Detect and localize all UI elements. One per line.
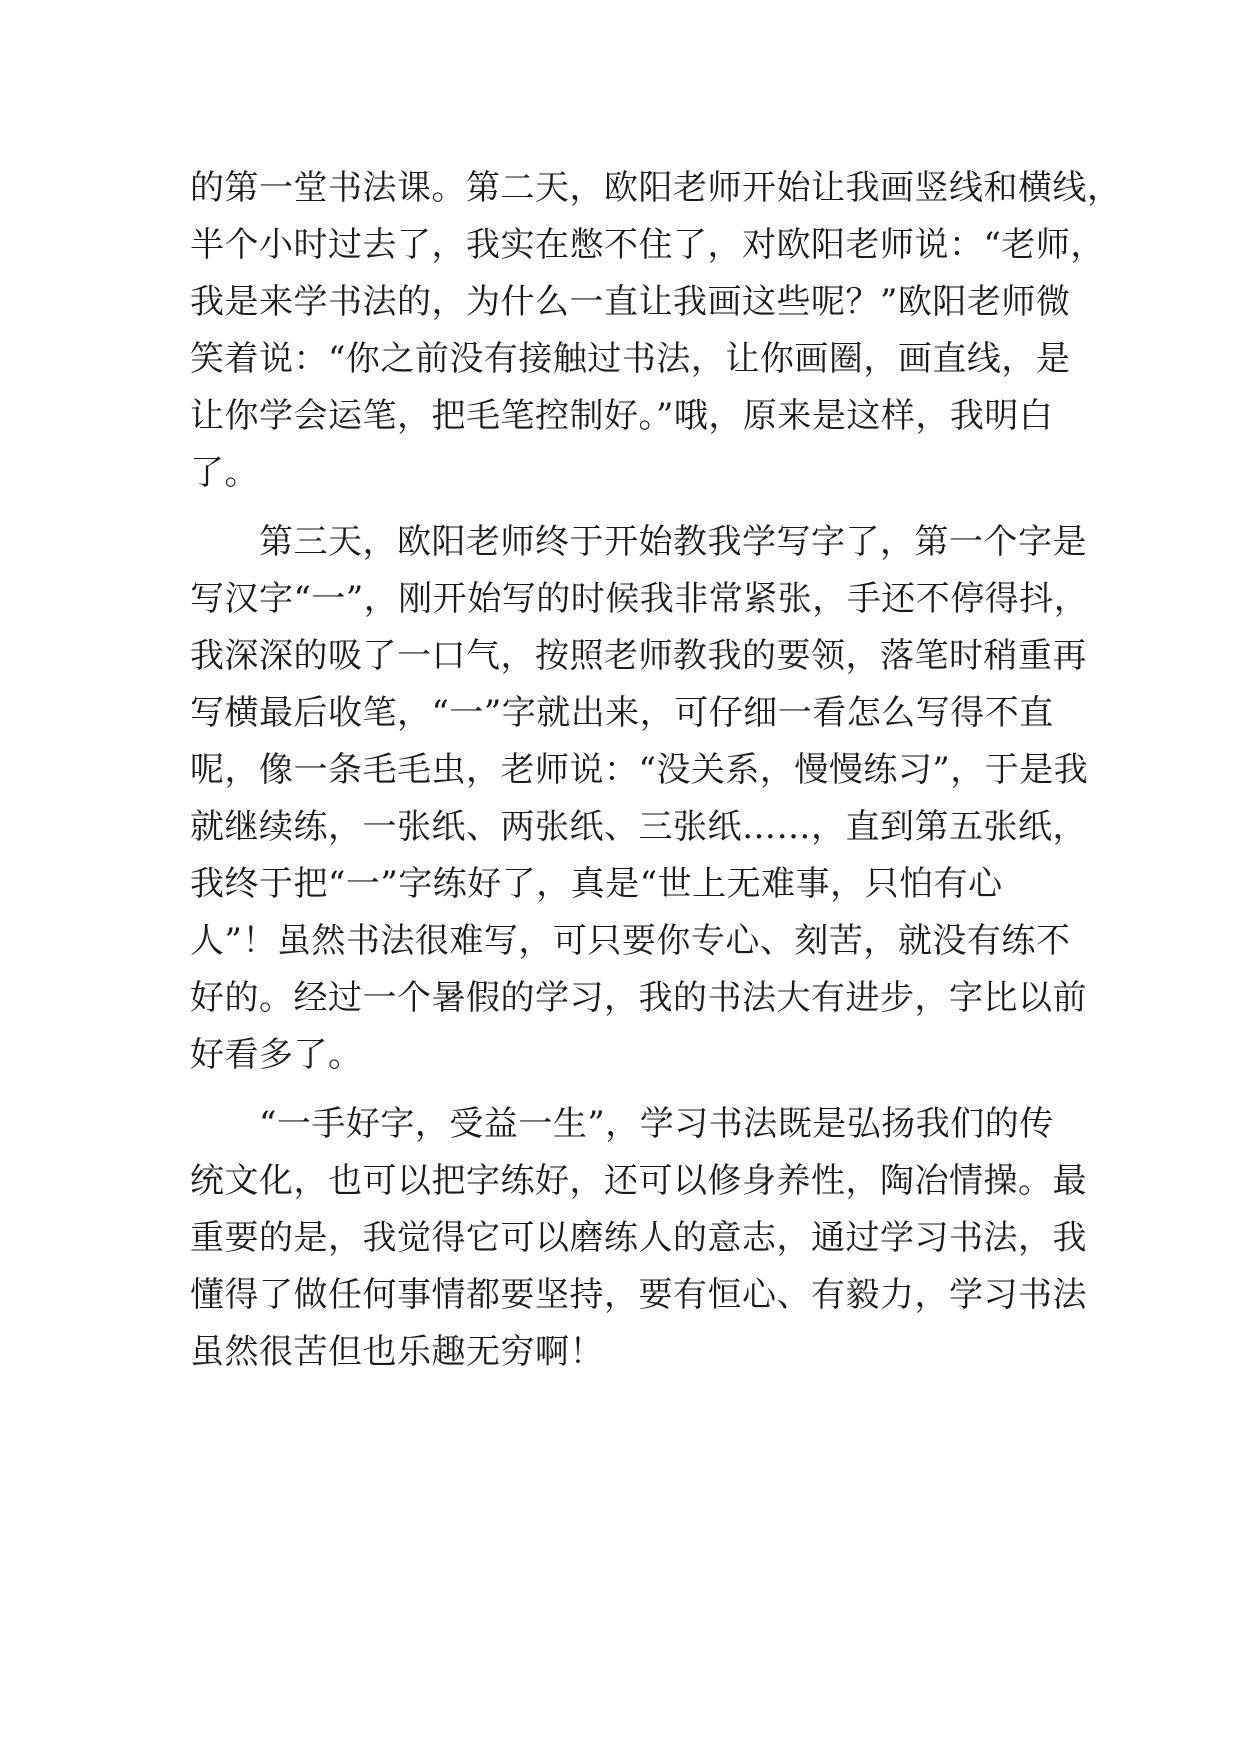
- text-line: 呢，像一条毛毛虫，老师说：“没关系，慢慢练习”，于是我: [190, 750, 1089, 790]
- text-line: 写横最后收笔，“一”字就出来，可仔细一看怎么写得不直: [190, 693, 1054, 733]
- paragraph-1: [190, 160, 1122, 502]
- text-line: 第三天，欧阳老师终于开始教我学写字了，第一个字是: [190, 522, 1087, 562]
- text-line: 好看多了。: [190, 1035, 363, 1075]
- text-line: 重要的是，我觉得它可以磨练人的意志，通过学习书法，我: [190, 1218, 1087, 1258]
- text-line: 我终于把“一”字练好了，真是“世上无难事，只怕有心: [190, 864, 1003, 904]
- text-line: 的第一堂书法课。第二天，欧阳老师开始让我画竖线和横线，: [190, 168, 1122, 208]
- text-line: 就继续练，一张纸、两张纸、三张纸……，直到第五张纸，: [190, 807, 1087, 847]
- text-line: 好的。经过一个暑假的学习，我的书法大有进步，字比以前: [190, 978, 1087, 1018]
- text-line: “一手好字，受益一生”，学习书法既是弘扬我们的传: [190, 1104, 1054, 1144]
- paragraph-spacing: [190, 502, 1060, 514]
- text-line: 写汉字“一”，刚开始写的时候我非常紧张，手还不停得抖，: [190, 579, 1089, 619]
- text-line: 了。: [190, 453, 259, 493]
- text-line: 统文化，也可以把字练好，还可以修身养性，陶冶情操。最: [190, 1161, 1087, 1201]
- text-line: 我是来学书法的，为什么一直让我画这些呢？”欧阳老师微: [190, 282, 1071, 322]
- text-line: 我深深的吸了一口气，按照老师教我的要领，落笔时稍重再: [190, 636, 1087, 676]
- text-line: 人”！虽然书法很难写，可只要你专心、刻苦，就没有练不: [190, 921, 1071, 961]
- text-line: 让你学会运笔，把毛笔控制好。”哦，原来是这样，我明白: [190, 396, 1054, 436]
- text-line: 虽然很苦但也乐趣无穷啊！: [190, 1332, 604, 1372]
- paragraph-spacing: [190, 1084, 1060, 1096]
- text-line: 懂得了做任何事情都要坚持，要有恒心、有毅力，学习书法: [190, 1275, 1087, 1315]
- essay-body: [190, 160, 1122, 1381]
- paragraph-3: [190, 1096, 1087, 1381]
- text-line: 半个小时过去了，我实在憋不住了，对欧阳老师说：“老师，: [190, 225, 1105, 265]
- paragraph-2: [190, 514, 1089, 1084]
- text-line: 笑着说：“你之前没有接触过书法，让你画圈，画直线，是: [190, 339, 1071, 379]
